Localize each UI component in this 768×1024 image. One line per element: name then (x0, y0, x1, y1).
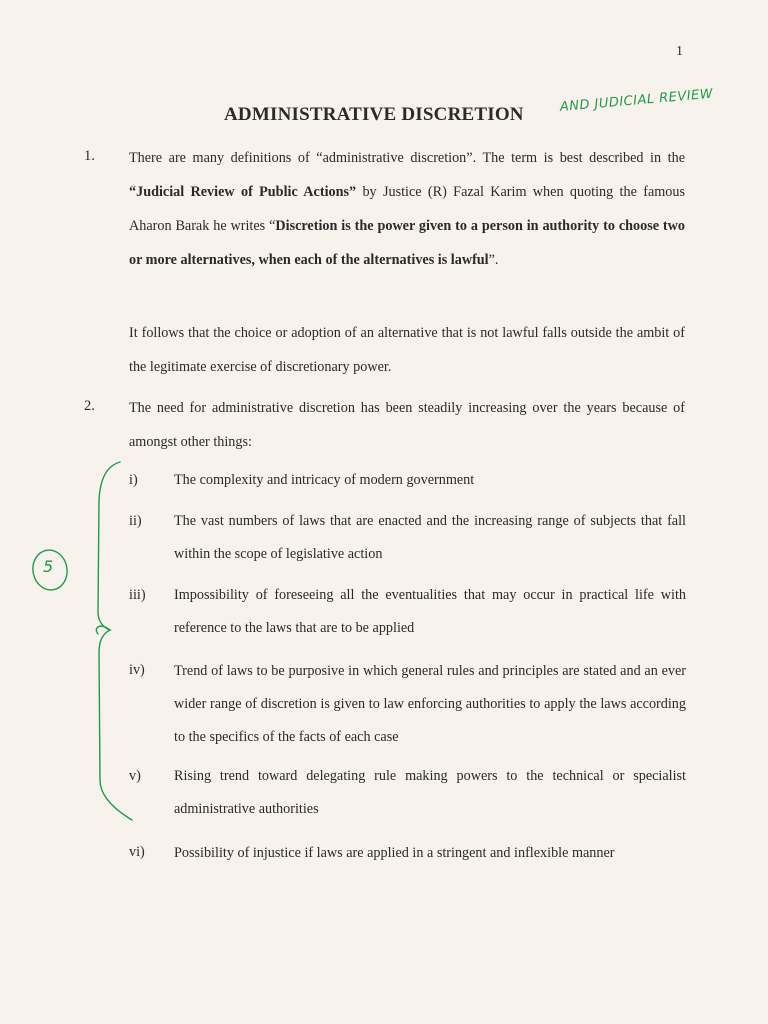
margin-note: 5 (43, 557, 54, 576)
list-item-number: v) (129, 768, 141, 784)
section-1-text-a: There are many definitions of “administrative discretion”. The term is best described in the (129, 150, 685, 166)
list-item-number: iv) (129, 662, 145, 678)
list-item-number: vi) (129, 844, 145, 860)
section-1-paragraph-2: It follows that the choice or adoption of an alternative that is not lawful falls outside the ambit of the legitimate exercise of discretionary power. (129, 325, 685, 375)
document-title: ADMINISTRATIVE DISCRETION (224, 104, 524, 125)
section-1-text-c: by Justice (R) Fazal Karim when quoting the famous Aharon Barak he writes “ (129, 184, 685, 234)
section-number-2: 2. (84, 398, 95, 414)
margin-bracket (98, 462, 132, 820)
section-number-1: 1. (84, 148, 95, 164)
book-title: “Judicial Review of Public Actions” (129, 184, 357, 200)
bracket-loop (96, 626, 110, 634)
handwritten-title-annotation: AND JUDICIAL REVIEW (559, 86, 714, 115)
list-item-number: i) (129, 472, 138, 488)
section-2-intro: The need for administrative discretion has been steadily increasing over the years because of amongst other things: (129, 400, 685, 450)
list-item-number: ii) (129, 513, 142, 529)
list-item-text: Impossibility of foreseeing all the eventualities that may occur in practical life with reference to the laws that are to be applied (174, 587, 686, 636)
list-item-text: The complexity and intricacy of modern government (174, 472, 475, 488)
list-item-number: iii) (129, 587, 146, 603)
list-item-text: Possibility of injustice if laws are applied in a stringent and inflexible manner (174, 845, 615, 861)
list-item-text: Rising trend toward delegating rule making powers to the technical or specialist administrative authorities (174, 768, 686, 817)
list-item-text: The vast numbers of laws that are enacted and the increasing range of subjects that fall within the scope of legislative action (174, 513, 686, 562)
list-item-text: Trend of laws to be purposive in which general rules and principles are stated and an ever wider range of discretion is given to law enforcing authorities to apply the laws according to the specifics of the facts of each case (174, 663, 686, 745)
page-number: 1 (676, 44, 683, 59)
section-1-text-e: ”. (488, 252, 499, 268)
discretion-quote: Discretion is the power given to a person in authority to choose two or more alternatives, when each of the alternatives is lawful (129, 218, 685, 268)
